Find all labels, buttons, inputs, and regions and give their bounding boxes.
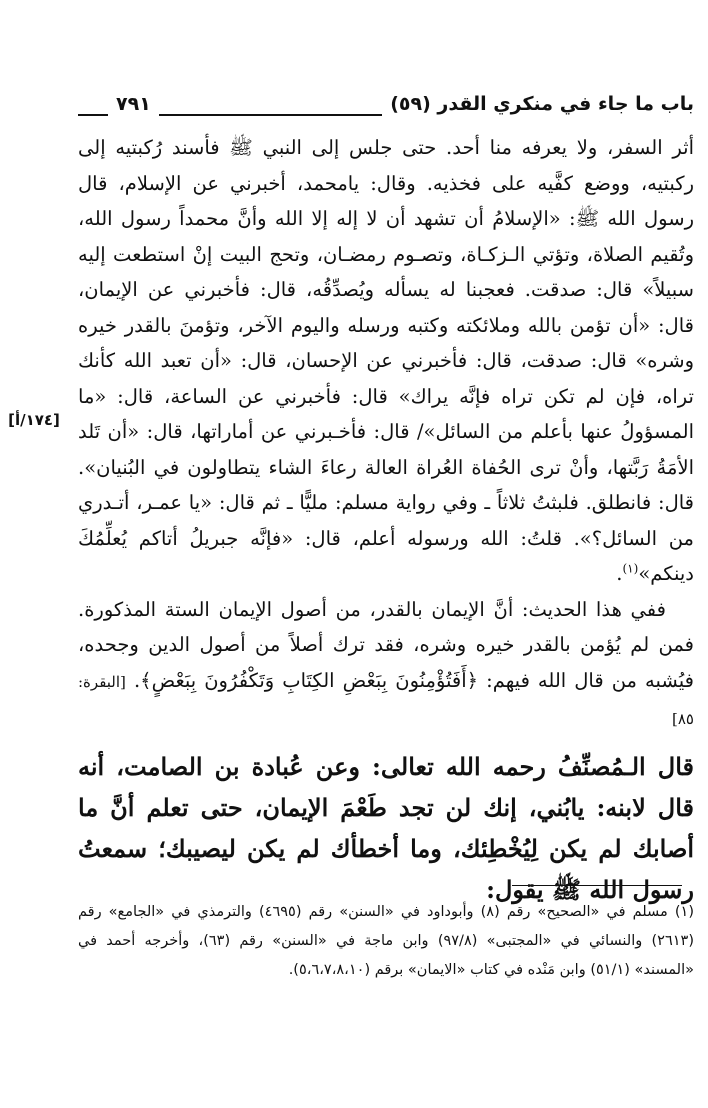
page-number: ٧٩١ — [108, 90, 159, 118]
margin-folio-note: [١٧٤/أ] — [8, 411, 60, 429]
commentary-text — [78, 130, 694, 738]
paragraph-hadith — [78, 130, 694, 592]
hadith-text: أثر السفر، ولا يعرفه منا أحد. حتى جلس إلى النبي ﷺ فأسند رُكبتيه إلى ركبتيه، ووضع كفَّيه على فخذيه. وقال: يامحمد، أخبرني عن الإسلام، قال رسول الله ﷺ: «الإسلامُ أن تشهد أن لا إله إلا الله وأنَّ محمداً رسول الله، وتُقيم الصلاة، وتؤتي الـزكـاة، وتصـوم رمضـان، وتحج البيت إنْ استطعت إليه سبيلاً» قال: صدقت. فعجبنا له يسأله ويُصدِّقُه، قال: فأخبرني عن الإيمان، قال: «أن تؤمن بالله وملائكته وكتبه ورسله واليوم الآخر، وتؤمنَ بالقدر خيره وشره» قال: صدقت، قال: فأخبرني عن الإحسان، قال: «أن تعبد الله كأنك تراه، فإن لم تكن تراه فإنَّه يراك» قال: فأخبرني عن الساعة، قال: «ما المسؤولُ عنها بأعلم من السائل»/ قال: فأخـبرني عن أماراتها، قال: «أن تَلد الأمَةُ رَبَّتها، وأنْ ترى الحُفاة العُراة العالة رعاءَ الشاء يتطاولون في البُنيان». قال: فانطلق. فلبثتُ ثلاثاً ـ وفي رواية مسلم: مليًّا ـ ثم قال: «يا عمـر، أتـدري من السائل؟». قلتُ: الله ورسوله أعلم، قال: «فإنَّه جبريلُ أتاكم يُعلِّمُكَ دينكم» — [78, 136, 694, 585]
explanation-text: ففي هذا الحديث: أنَّ الإيمان بالقدر، من أصول الإيمان الستة المذكورة. فمن لم يُؤمن بالقدر خيره وشره، فقد ترك أصلاً من أصول الدين وجحده، فيُشبه من قال الله فيهم: ﴿أَفَتُؤْمِنُونَ بِبَعْضِ الكِتَابِ وَتَكْفُرُونَ بِبَعْضٍ﴾. — [78, 597, 694, 692]
footnote-marker: (١) — [622, 561, 639, 576]
quran-reference: [البقرة: ٨٥] — [78, 672, 694, 728]
footnote-separator — [512, 885, 682, 886]
running-header — [78, 88, 694, 122]
hadith-end: . — [616, 562, 623, 585]
chapter-title: باب ما جاء في منكري القدر (٥٩) — [382, 90, 694, 118]
footnotes — [78, 898, 694, 985]
matn-paragraph: قال الـمُصنِّفُ رحمه الله تعالى: وعن عُبادة بن الصامت، أنه قال لابنه: يابُني، إنك لن تجد طَعْمَ الإيمان، حتى تعلم أنَّ ما أصابك لم يكن لِيُخْطِئك، وما أخطأك لم يكن ليصيبك؛ سمعتُ رسول الله ﷺ يقول: — [78, 752, 694, 904]
footnote-1: (١) مسلم في «الصحيح» رقم (٨) وأبوداود في «السنن» رقم (٤٦٩٥) والترمذي في «الجامع» رقم (٢٦١٣) والنسائي في «المجتبى» (٩٧/٨) وابن ماجة في «السنن» رقم (٦٣)، وأخرجه أحمد في «المسند» (٥١/١) وابن مَنْده في كتاب «الايمان» برقم (٥،٦،٧،٨،١٠). — [78, 904, 694, 978]
paragraph-explanation — [78, 592, 694, 738]
